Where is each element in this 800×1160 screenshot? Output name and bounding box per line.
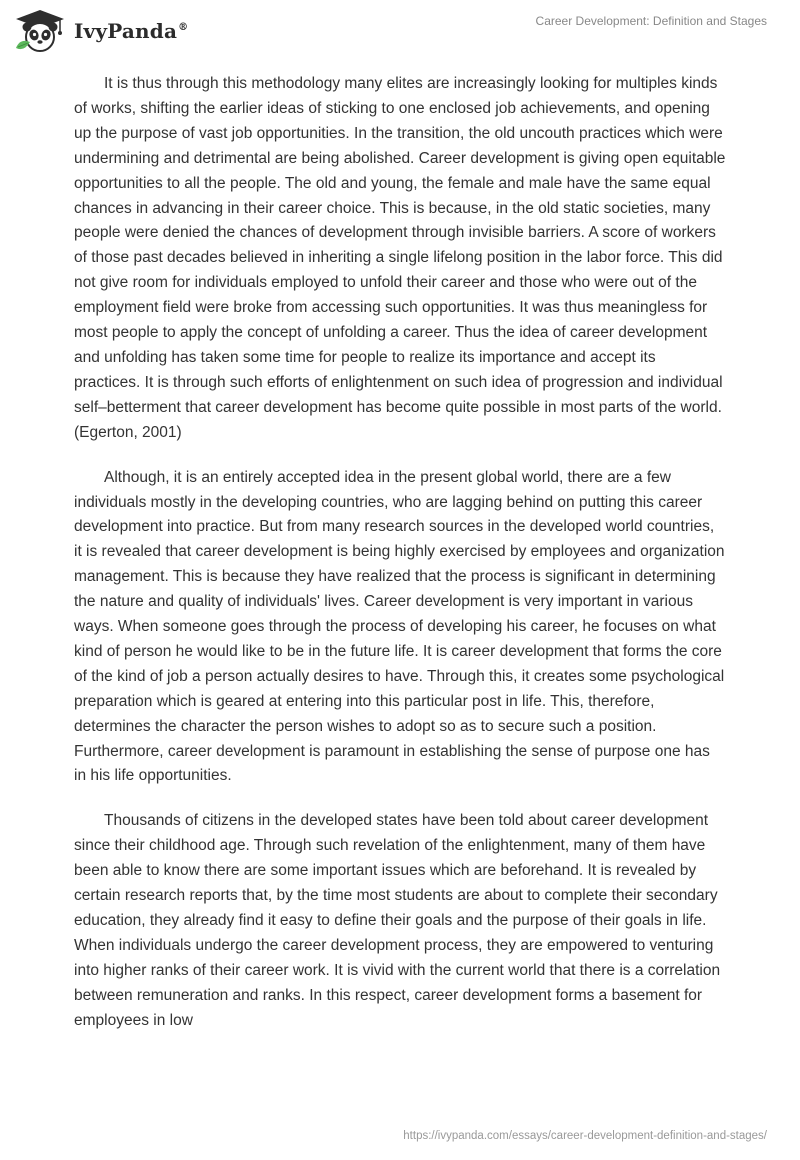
page-header [0,0,800,66]
registered-mark: ® [178,22,189,34]
paragraph: It is thus through this methodology many elites are increasingly looking for multiples kinds of works, shifting the earlier ideas of sticking to one enclosed job achievements, and opening up the purpose of vast job opportunities. In the transition, the old uncouth practices which were undermining and detrimental are being abolished. Career development is giving open equitable opportunities to all the people. The old and young, the female and male have the same equal chances in advancing in their career choice. This is because, in the old static societies, many people were denied the chances of development through invisible barriers. A score of workers of those past decades believed in inheriting a single lifelong position in the labor force. This did not give room for individuals employed to unfold their career and those who were out of the employment field were broke from accessing such opportunities. It was thus meaningless for most people to apply the concept of unfolding a career. Thus the idea of career development and unfolding has taken some time for people to realize its importance and accept its practices. It is through such efforts of enlightenment on such idea of progression and individual self–betterment that career development has become quite possible in most parts of the world. (Egerton, 2001) [74,75,726,441]
paragraph: Thousands of citizens in the developed states have been told about career development since their childhood age. Through such revelation of the enlightenment, many of them have been able to know there are some important issues which are beforehand. It is revealed by certain research reports that, by the time most students are about to complete their secondary education, they already find it easy to define their goals and the purpose of their goals in life. When individuals undergo the career development process, they are empowered to venturing into higher ranks of their career work. It is vivid with the current world that there is a correlation between remuneration and ranks. In this respect, career development forms a basement for employees in low [74,812,721,1029]
panda-graduate-icon [14,8,66,54]
brand-name-text: IvyPanda [74,19,178,43]
source-url[interactable]: https://ivypanda.com/essays/career-development-definition-and-stages/ [403,1130,767,1142]
paragraph: Although, it is an entirely accepted idea in the present global world, there are a few individuals mostly in the developing countries, who are lagging behind on putting this career development into practice. But from many research sources in the developed world countries, it is revealed that career development is being highly exercised by employees and organization management. This is because they have realized that the process is significant in determining the nature and quality of individuals' lives. Career development is very important in various ways. When someone goes through the process of developing his career, he focuses on what kind of person he would like to be in the future life. It is career development that forms the core of the kind of job a person actually desires to have. Through this, it creates some psychological preparation which is geared at entering into this particular post in life. This, therefore, determines the character the person wishes to adopt so as to secure such a position. Furthermore, career development is paramount in establishing the sense of purpose one has in his life opportunities. [74,468,725,785]
brand-name [74,19,188,43]
ivypanda-logo[interactable] [14,8,188,54]
document-title: Career Development: Definition and Stages [535,14,767,28]
essay-body [74,72,726,1054]
